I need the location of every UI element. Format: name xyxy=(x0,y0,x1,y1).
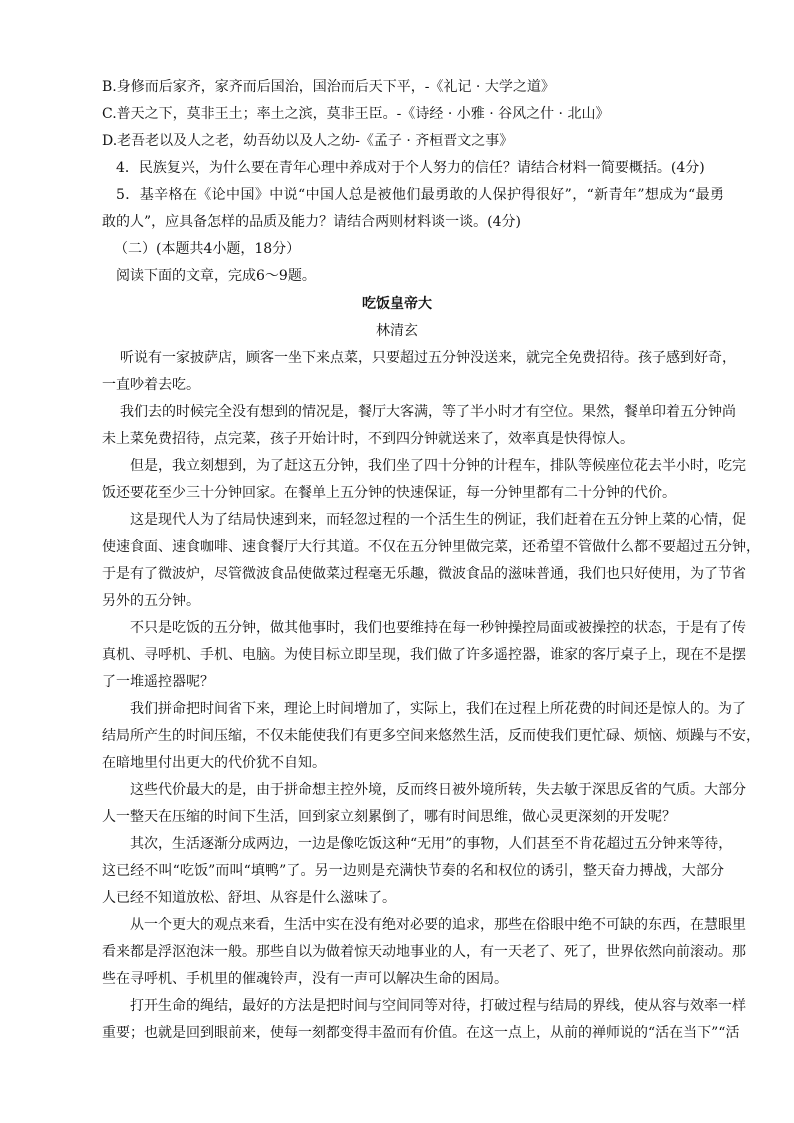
question-5-line-2: 敢的人”，应具备怎样的品质及能力？请结合两则材料谈一谈。(4分) xyxy=(102,214,521,230)
article-line: 这些代价最大的是，由于拼命想主控外境，反而终日被外境所转，失去敏于深思反省的气质。大部分 xyxy=(130,782,746,798)
article-line: 未上菜免费招待，点完菜，孩子开始计时，不到四分钟就送来了，效率真是快得惊人。 xyxy=(102,431,634,447)
option-c: C.普天之下，莫非王土；率土之滨，莫非王臣。-《诗经 · 小雅 · 谷风之什 · 北山》 xyxy=(102,106,610,122)
article-line: 听说有一家披萨店，顾客一坐下来点菜，只要超过五分钟没送来，就完全免费招待。孩子感到好奇， xyxy=(120,350,736,366)
section-header: （二）(本题共4小题，18分） xyxy=(114,241,301,257)
article-line: 我们拼命把时间省下来，理论上时间增加了，实际上，我们在过程上所花费的时间还是惊人的。为了 xyxy=(130,701,746,717)
article-line: 于是有了微波炉，尽管微波食品使做菜过程毫无乐趣，微波食品的滋味普通，我们也只好使用，为了节省 xyxy=(102,566,746,582)
article-line: 在暗地里付出更大的代价犹不自知。 xyxy=(102,755,326,771)
option-d: D.老吾老以及人之老，幼吾幼以及人之幼-《孟子 · 齐桓晋文之事》 xyxy=(102,133,514,149)
article-line: 其次，生活逐渐分成两边，一边是像吃饭这种“无用”的事物，人们甚至不肯花超过五分钟来等待， xyxy=(130,836,733,852)
article-line: 真机、寻呼机、手机、电脑。为使目标立即呈现，我们做了许多遥控器，谁家的客厅桌子上，现在不是摆 xyxy=(102,647,746,663)
article-line: 结局所产生的时间压缩，不仅未能使我们有更多空间来悠然生活，反而使我们更忙碌、烦恼、烦躁与不安， xyxy=(102,728,760,744)
article-line: 一直吵着去吃。 xyxy=(102,377,200,393)
article-line: 使速食面、速食咖啡、速食餐厅大行其道。不仅在五分钟里做完菜，还希望不管做什么都不要超过五分钟， xyxy=(102,539,760,555)
article-line: 这已经不叫“吃饭”而叫“填鸭”了。另一边则是充满快节奏的名和权位的诱引，整天奋力搏战，大部分 xyxy=(102,863,724,879)
article-author: 林清玄 xyxy=(376,323,418,339)
article-line: 些在寻呼机、手机里的催魂铃声，没有一声可以解决生命的困局。 xyxy=(102,971,508,987)
option-b: B.身修而后家齐，家齐而后国治，国治而后天下平，-《礼记 · 大学之道》 xyxy=(102,79,555,95)
section-instruction: 阅读下面的文章，完成6～9题。 xyxy=(116,268,316,284)
question-4: 4．民族复兴，为什么要在青年心理中养成对于个人努力的信任？请结合材料一简要概括。(4分) xyxy=(116,160,705,176)
article-line: 不只是吃饭的五分钟，做其他事时，我们也要维持在每一秒钟操控局面或被操控的状态，于是有了传 xyxy=(130,620,746,636)
article-line: 看来都是浮沤泡沫一般。那些自以为做着惊天动地事业的人，有一天老了、死了，世界依然向前滚动。那 xyxy=(102,944,746,960)
article-line: 这是现代人为了结局快速到来，而轻忽过程的一个活生生的例证，我们赶着在五分钟上菜的心情，促 xyxy=(130,512,746,528)
article-line: 人一整天在压缩的时间下生活，回到家立刻累倒了，哪有时间思维，做心灵更深刻的开发呢？ xyxy=(102,809,676,825)
article-line: 但是，我立刻想到，为了赶这五分钟，我们坐了四十分钟的计程车，排队等候座位花去半小时，吃完 xyxy=(130,458,746,474)
article-line: 饭还要花至少三十分钟回家。在餐单上五分钟的快速保证，每一分钟里都有二十分钟的代价。 xyxy=(102,485,676,501)
article-line: 打开生命的绳结，最好的方法是把时间与空间同等对待，打破过程与结局的界线，使从容与效率一样 xyxy=(130,998,746,1014)
question-5-line-1: 5．基辛格在《论中国》中说“中国人总是被他们最勇敢的人保护得很好”，“新青年”想成为“最勇 xyxy=(116,187,724,203)
article-line: 了一堆遥控器呢？ xyxy=(102,674,214,690)
article-line: 人已经不知道放松、舒坦、从容是什么滋味了。 xyxy=(102,890,396,906)
article-line: 我们去的时候完全没有想到的情况是，餐厅大客满，等了半小时才有空位。果然，餐单印着五分钟尚 xyxy=(120,404,736,420)
article-line: 从一个更大的观点来看，生活中实在没有绝对必要的追求，那些在俗眼中绝不可缺的东西，在慧眼里 xyxy=(130,917,746,933)
article-line: 重要；也就是回到眼前来，使每一刻都变得丰盈而有价值。在这一点上，从前的禅师说的“活在当下”“活 xyxy=(102,1025,740,1041)
article-line: 另外的五分钟。 xyxy=(102,593,200,609)
article-title: 吃饭皇帝大 xyxy=(362,296,432,312)
